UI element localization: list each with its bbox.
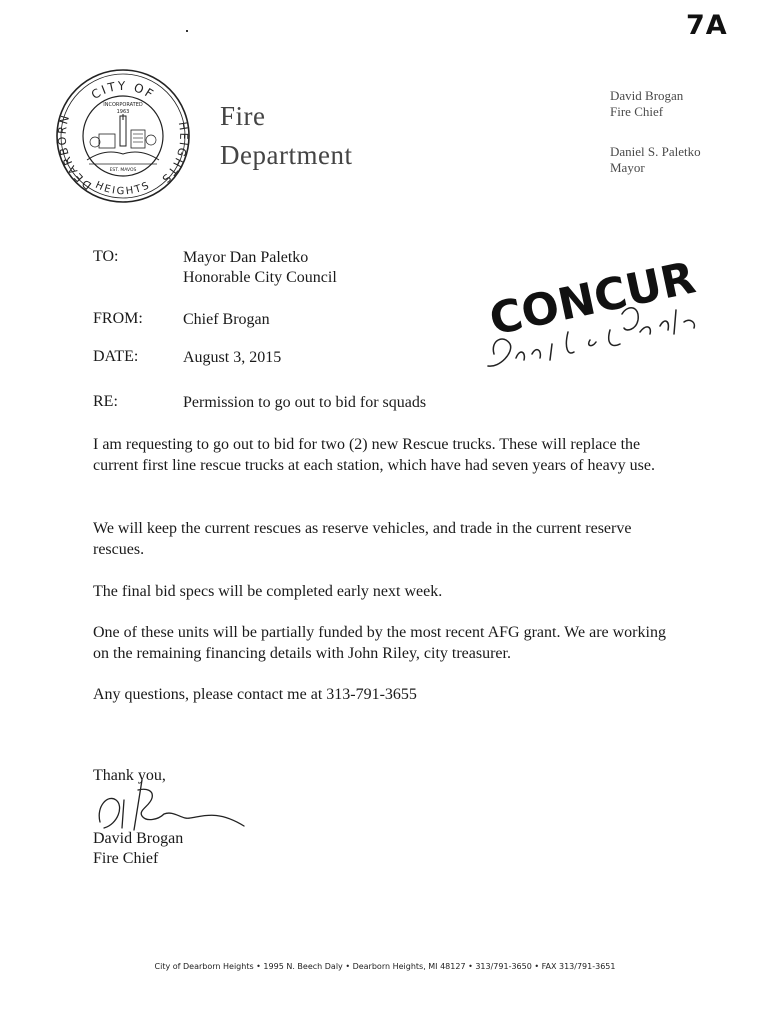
concur-stamp-word: CONCUR: [485, 252, 700, 346]
signer-title: Fire Chief: [93, 850, 159, 867]
date-value: August 3, 2015: [183, 349, 282, 366]
body-paragraph-1: I am requesting to go out to bid for two (2) new Rescue trucks. These will replace the current first line rescue trucks at each station, which have had seven years of heavy use.: [93, 436, 655, 474]
seal-inner-year: 1963: [116, 109, 130, 115]
body-paragraph-4: One of these units will be partially funded by the most recent AFG grant. We are working on the remaining financing details with John Riley, city treasurer.: [93, 624, 666, 662]
re-value: Permission to go out to bid for squads: [183, 394, 427, 411]
department-name-line2: Department: [220, 140, 353, 170]
seal-text-bottom: HEIGHTS: [93, 179, 153, 198]
handwritten-agenda-mark: 7A: [686, 10, 728, 41]
to-line-2: Honorable City Council: [183, 269, 337, 286]
closing-salutation: Thank you,: [93, 767, 166, 784]
body-paragraph-2: We will keep the current rescues as reserve vehicles, and trade in the current reserve rescues.: [93, 520, 632, 558]
scan-speck: [186, 30, 188, 32]
official-title: Mayor: [610, 160, 645, 175]
official-mayor: [610, 144, 701, 176]
official-name: David Brogan: [610, 88, 684, 103]
to-recipients: [183, 248, 337, 288]
seal-inner-top: INCORPORATED: [103, 102, 143, 108]
official-title: Fire Chief: [610, 104, 664, 119]
seal-text-top: CITY OF: [88, 78, 158, 103]
to-line-1: Mayor Dan Paletko: [183, 249, 309, 266]
department-name-line1: Fire: [220, 101, 266, 131]
body-paragraph-3: The final bid specs will be completed early next week.: [93, 583, 443, 600]
concur-stamp: [480, 248, 720, 388]
seal-inner-bottom: EST. MAVOS: [109, 168, 137, 173]
signer-name: David Brogan: [93, 830, 184, 847]
city-seal-logo: [55, 68, 191, 204]
body-paragraph-5: Any questions, please contact me at 313-791-3655: [93, 686, 417, 703]
to-label: TO:: [93, 248, 119, 265]
official-fire-chief: [610, 88, 683, 120]
seal-text-right: HEIGHTS: [157, 120, 191, 187]
from-label: FROM:: [93, 310, 143, 327]
re-label: RE:: [93, 393, 118, 410]
official-name: Daniel S. Paletko: [610, 144, 701, 159]
date-label: DATE:: [93, 348, 139, 365]
from-value: Chief Brogan: [183, 311, 270, 328]
svg-text:CITY OF: [89, 79, 157, 102]
seal-text-left: DEARBORN: [55, 112, 95, 193]
letterhead-footer: City of Dearborn Heights • 1995 N. Beech Daly • Dearborn Heights, MI 48127 • 313/791-3650 • FAX 313/791-3651: [154, 962, 616, 971]
svg-text:DEARBORN: [56, 112, 94, 192]
